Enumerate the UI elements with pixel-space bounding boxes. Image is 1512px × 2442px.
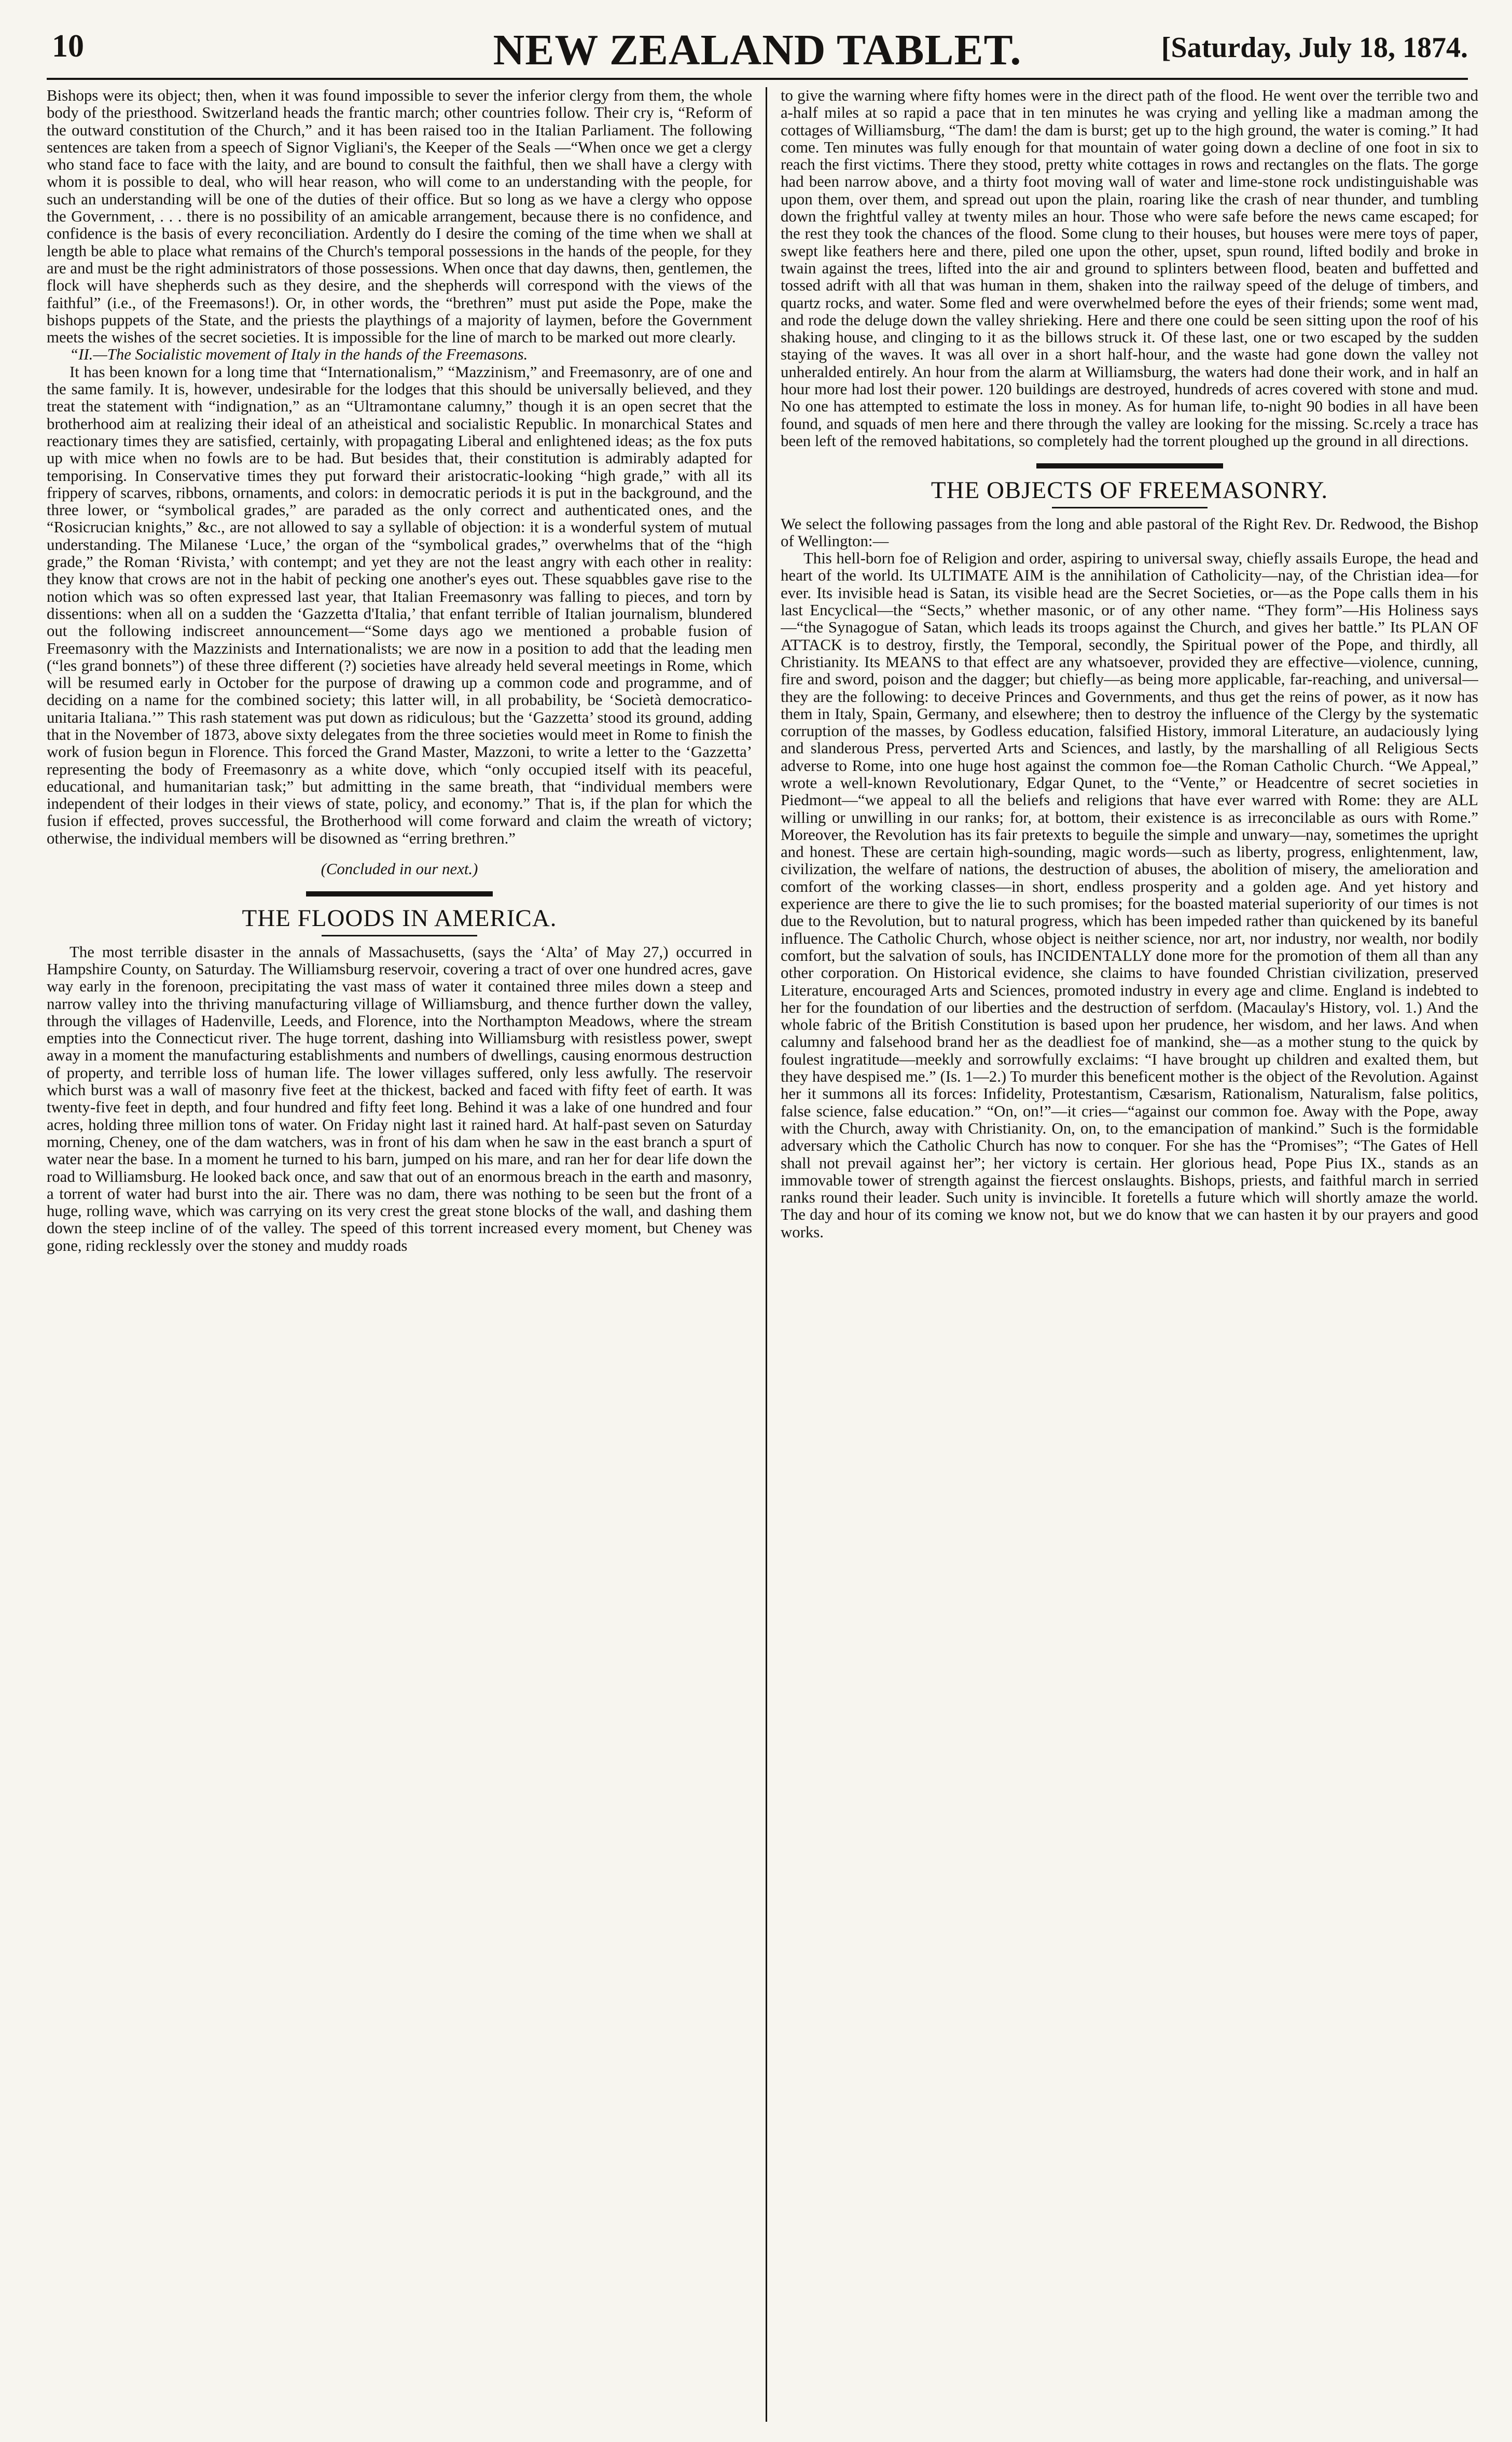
masthead xyxy=(47,21,1468,73)
heading-rule xyxy=(322,935,477,936)
heading-rule xyxy=(1052,507,1208,508)
socialistic-paragraph: It has been known for a long time that “Internationalism,” “Mazzinism,” and Freemasonry, are of one and the same family. It is, however, undesirable for the lodges that this should be universally believed, and they treat the statement with “indignation,” as an “Ultramontane calumny,” though it is an open secret that the brotherhood aim at realizing their ideal of an atheistical and socialistic Republic. In monarchical States and reactionary times they are satisfied, certainly, with propagating Liberal and enlightened ideas; as the fox puts up with mice when no fowls are to be had. But besides that, their constitution is admirably adapted for temporising. In Conservative times they put forward their aristocratic-looking “high grade,” with all its frippery of scarves, ribbons, ornaments, and colors: in democratic periods it is put in the background, and the three lower, or “symbolical grades,” are paraded as the only correct and authenticated ones, and the “Rosicrucian knights,” &c., are not allowed to say a syllable of objection: it is a wonderful system of mutual understanding. The Milanese ‘Luce,’ the organ of the “symbolical grades,” overwhelms that of the “high grade,” the Roman ‘Rivista,’ with contempt; and yet they are not the least angry with each other in reality: they know that crows are not in the habit of pecking one another's eyes out. These squabbles gave rise to the notion which was so often expressed last year, that Italian Freemasonry was falling to pieces, and torn by dissentions: when all on a sudden the ‘Gazzetta d'Italia,’ that enfant terrible of Italian journalism, blundered out the following indiscreet announcement—“Some days ago we mentioned a probable fusion of Freemasonry with the Mazzinists and Internationalists; we are now in a position to add that the leading men (“les grand bonnets”) of these three different (?) societies have already held several meetings in Rome, which will be resumed early in October for the purpose of drawing up a common code and programme, and of deciding on a name for the combined society; this latter will, in all probability, be ‘Società democratico-unitaria Italiana.’” This rash statement was put down as ridiculous; but the ‘Gazzetta’ stood its ground, adding that in the November of 1873, above sixty delegates from the three societies would meet in Rome to finish the work of fusion begun in Florence. This forced the Grand Master, Mazzoni, to write a letter to the ‘Gazzetta’ representing the body of Freemasonry as a white dove, which “only occupied itself with its peaceful, educational, and humanitarian task;” but admitting in the same breath, that “individual members were independent of their lodges in their views of state, policy, and economy.” That is, if the plan for which the fusion if effected, proves successful, the Brotherhood will come forward and claim the wreath of victory; otherwise, the individual members will be disowned as “erring brethren.” xyxy=(47,363,752,847)
issue-date: [Saturday, July 18, 1874. xyxy=(1161,32,1468,64)
socialistic-section-heading: “II.—The Socialistic movement of Italy in the hands of the Freemasons. xyxy=(70,346,528,364)
objects-paragraph: This hell-born foe of Religion and order, aspiring to universal sway, chiefly assails Europe, the head and heart of the world. Its ULTIMATE AIM is the annihilation of Catholicity—nay, of the Christian idea—for ever. Its invisible head is Satan, its visible head are the Secret Societies, or—as the Pope calls them in his last Encyclical—the “Sects,” whether masonic, or of any other name. “They form”—His Holiness says—“the Synagogue of Satan, which leads its troops against the Church, and gives her battle.” Its PLAN OF ATTACK is to destroy, firstly, the Temporal, secondly, the Spiritual power of the Pope, and thirdly, all Christianity. Its MEANS to that effect are any whatsoever, provided they are effective—violence, cunning, fire and sword, poison and the dagger; but chiefly—as being more applicable, far-reaching, and universal—they are the following: to deceive Princes and Governments, and thus get the reins of power, as it now has them in Italy, Spain, Germany, and elsewhere; then to destroy the influence of the Clergy by the systematic corruption of the masses, by Godless education, falsified History, immoral Literature, an audaciously lying and slanderous Press, perverted Arts and Sciences, and lastly, by the marshalling of all Religious Sects adverse to Rome, into one huge host against the common foe—the Roman Catholic Church. “We Appeal,” wrote a well-known Revolutionary, Edgar Qunet, to the “Vente,” or Headcentre of secret societies in Piedmont—“we appeal to all the beliefs and religions that have ever warred with Rome: they are ALL willing or unwilling in our ranks; for, at bottom, their existence is as irreconcilable as ours with Rome.” Moreover, the Revolution has its fair pretexts to beguile the simple and unwary—nay, sometimes the upright and honest. These are certain high-sounding, magic words—such as liberty, progress, enlightenment, law, civilization, the welfare of nations, the destruction of abuses, the abolition of misery, the amelioration and comfort of the working classes—in short, endless prosperity and a golden age. And yet history and experience are there to give the lie to such promises; for the boasted material superiority of our times is not due to the Revolution, but to natural progress, which has been impeded rather than quickened by its baneful influence. The Catholic Church, whose object is neither science, nor art, nor industry, nor wealth, nor bodily comfort, but the salvation of souls, has INCIDENTALLY done more for the promotion of them all than any other corporation. On Historical evidence, she claims to have founded Christian civilization, preserved Literature, encouraged Arts and Sciences, promoted industry in every age and clime. England is indebted to her for the foundation of our liberties and the destruction of serfdom. (Macaulay's History, vol. 1.) And the whole fabric of the British Constitution is based upon her prudence, her wisdom, and her laws. And when calumny and falsehood brand her as the deadliest foe of mankind, she—as a mother stung to the quick by foulest ingratitude—meekly and sorrowfully exclaims: “I have brought up children and exalted them, but they have despised me.” (Is. 1—2.) To murder this beneficent mother is the object of the Revolution. Against her it summons all its forces: Infidelity, Protestantism, Cæsarism, Rationalism, Naturalism, false politics, false science, false education.” “On, on!”—it cries—“against our common foe. Away with the Pope, away with the Church, away with Christianity. On, on, to the emancipation of mankind.” Such is the formidable adversary which the Catholic Church has now to conquer. For she has the “Promises”; “The Gates of Hell shall not prevail against her”; her victory is certain. Her glorious head, Pope Pius IX., stands as an immovable tower of strength against the fiercest onslaughts. Bishops, priests, and faithful march in serried ranks round their leader. Such unity is invincible. It foretells a future which will shortly amaze the world. The day and hour of its coming we know not, but we do know that we can hasten it by our prayers and good works. xyxy=(781,549,1478,1241)
column-divider xyxy=(766,87,767,2422)
article-separator xyxy=(1036,463,1223,468)
page-number: 10 xyxy=(52,29,84,64)
continued-paragraph: Bishops were its object; then, when it was found impossible to sever the inferior clergy from them, the whole body of the priesthood. Switzerland heads the frantic march; other countries follow. Their cry is, “Reform of the outward constitution of the Church,” and it has been raised too in the Italian Parliament. The following sentences are taken from a speech of Signor Vigliani's, the Keeper of the Seals —“When once we get a clergy who stand face to face with the laity, and are bound to consult the faithful, then we shall have a clergy with whom it is possible to deal, who will hear reason, who will come to an understanding with the people, for such an understanding will be one of the duties of their office. But so long as we have a clergy who oppose the Government, . . . there is no possibility of an amicable arrangement, because there is no confidence, and confidence is the basis of every reconciliation. Ardently do I desire the coming of the time when we shall at length be able to place what remains of the Church's temporal possessions in the hands of the people, for they are and must be the right administrators of those possessions. When once that day dawns, then, gentlemen, the flock will have shepherds such as they desire, and the shepherds will correspond with the views of the faithful” (i.e., of the Freemasons!). Or, in other words, the “brethren” must put aside the Pope, make the bishops puppets of the State, and the priests the playthings of a majority of laymen, before the Government meets the wishes of the secret societies. It is impossible for the line of march to be marked out more clearly. xyxy=(47,87,752,347)
objects-intro: We select the following passages from the long and able pastoral of the Right Rev. Dr. Redwood, the Bishop of Wellington:— xyxy=(781,515,1478,550)
masthead-rule xyxy=(47,78,1468,80)
right-column xyxy=(781,87,1478,2422)
floods-continued-paragraph: to give the warning where fifty homes were in the direct path of the flood. He went over the terrible two and a-half miles at so rapid a pace that in ten minutes he was crying and yelling like a madman among the cottages of Williamsburg, “The dam! the dam is burst; get up to the high ground, the water is coming.” It had come. Ten minutes was fully enough for that mountain of water going down a decline of one foot in six to reach the first victims. There they stood, pretty white cottages in rows and rectangles on the flats. The gorge had been narrow above, and a thirty foot moving wall of water and lime-stone rock undistinguishable was upon them, over them, and spread out upon the plain, roaring like the crash of near thunder, and tumbling down the frightful valley at twenty miles an hour. Those who were safe before the news came escaped; for the rest they took the chances of the flood. Some clung to their houses, but houses were mere toys of paper, swept like feathers here and there, piled one upon the other, upset, spun round, lifted bodily and broke in twain against the trees, lifted into the air and ground to splinters between flood, beaten and buffetted and tossed adrift with all that was human in them, shaken into the railway speed of the deluge of timbers, and quartz rocks, and water. Some fled and were overwhelmed before the eyes of their friends; some went mad, and rode the deluge down the valley shrieking. Here and there one could be seen sitting upon the roof of his shaking house, and clinging to it as the billows struck it. Of these last, one or two escaped by the sudden staying of the waves. It was all over in a short half-hour, and the waste had gone down the valley not unheralded entirely. An hour from the alarm at Williamsburg, the waters had done their work, and in half an hour more had lost their power. 120 buildings are destroyed, hundreds of acres covered with stone and mud. No one has attempted to estimate the loss in money. As for human life, to-night 90 bodies in all have been found, and squads of men here and there through the valley are looking for the missing. Sc.rcely a trace has been left of the removed habitations, so completely had the torrent ploughed up the ground in all directions. xyxy=(781,87,1478,450)
objects-article-heading: THE OBJECTS OF FREEMASONRY. xyxy=(931,477,1328,504)
left-column xyxy=(47,87,752,2422)
article-separator xyxy=(306,891,493,896)
newspaper-title: NEW ZEALAND TABLET. xyxy=(493,26,1022,74)
floods-article-heading: THE FLOODS IN AMERICA. xyxy=(242,905,557,932)
floods-paragraph: The most terrible disaster in the annals of Massachusetts, (says the ‘Alta’ of May 27,) occurred in Hampshire County, on Saturday. The Williamsburg reservoir, covering a tract of over one hundred acres, gave way early in the forenoon, precipitating the vast mass of water it contained three miles down a steep and narrow valley into the thriving manufacturing village of Williamsburg, and thence further down the valley, through the villages of Hadenville, Leeds, and Florence, into the Northampton Meadows, where the stream empties into the Connecticut river. The huge torrent, dashing into Williamsburg with resistless power, swept away in a moment the manufacturing establishments and numbers of dwellings, causing enormous destruction of property, and terrible loss of human life. The lower villages suffered, only less awfully. The reservoir which burst was a wall of masonry five feet at the thickest, backed and faced with fifty feet of earth. It was twenty-five feet in depth, and four hundred and fifty feet long. Behind it was a lake of one hundred and four acres, holding three million tons of water. On Friday night last it rained hard. At half-past seven on Saturday morning, Cheney, one of the dam watchers, was in front of his dam when he saw in the east branch a spurt of water near the base. In a moment he turned to his barn, jumped on his mare, and ran her for dear life down the road to Williamsburg. He looked back once, and saw that out of an enormous breach in the earth and masonry, a torrent of water had burst into the air. There was no dam, there was nothing to be seen but the front of a huge, rolling wave, which was carrying on its very crest the great stone blocks of the wall, and dashing them down the steep incline of of the valley. The speed of this torrent increased every moment, but Cheney was gone, riding recklessly over the stoney and muddy roads xyxy=(47,943,752,1254)
concluded-note: (Concluded in our next.) xyxy=(321,860,478,878)
